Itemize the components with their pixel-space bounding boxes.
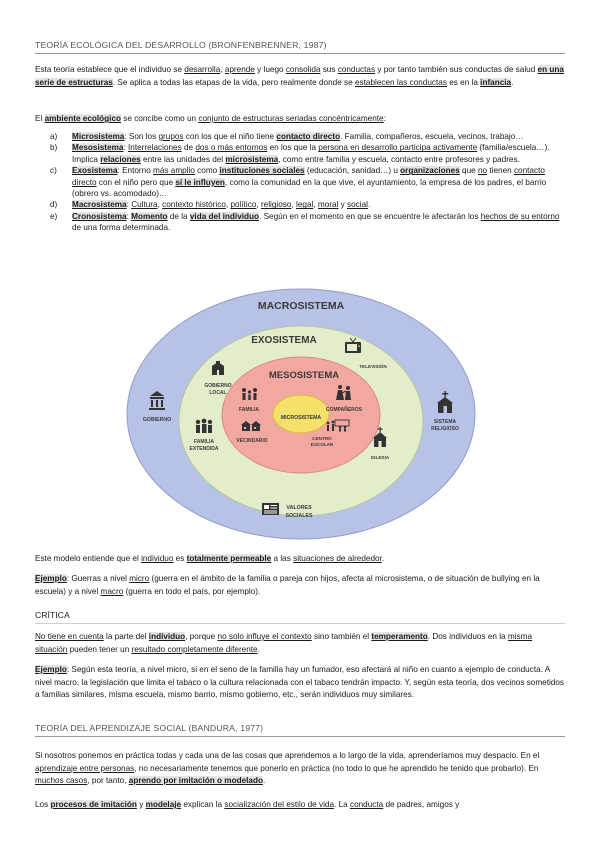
critica-heading: CRÍTICA xyxy=(35,610,565,624)
text-run: y xyxy=(136,800,146,809)
underlined-term: misma situación xyxy=(35,632,532,654)
label-gobierno-local-2: LOCAL xyxy=(209,390,227,396)
underlined-term: no xyxy=(477,166,488,176)
underlined-term: conjunto de estructuras seriadas concéntricamente xyxy=(198,114,384,123)
label-centro-escolar-2: ESCOLAR xyxy=(310,442,334,447)
text-run: , porque xyxy=(185,632,218,641)
highlighted-term: Momento xyxy=(131,211,168,221)
text-run: con el niño pero que xyxy=(96,177,176,187)
text-run: : Guerras a nivel xyxy=(66,574,130,583)
text-run: explican la xyxy=(181,800,225,809)
underlined-term: contacto directo xyxy=(72,166,545,187)
text-run: de una forma determinada. xyxy=(72,223,171,233)
text-run: la parte del xyxy=(103,632,149,641)
text-run: en los que la xyxy=(267,143,319,153)
text-run: , por tanto, xyxy=(87,776,129,786)
label-sistema-religioso-2: RELIGIOSO xyxy=(431,426,459,432)
text-run: , xyxy=(157,200,163,210)
critica-paragraph xyxy=(35,631,565,656)
text-run: Los xyxy=(35,800,51,809)
underlined-term: resultado completamente diferente xyxy=(131,644,258,654)
underlined-term: religioso xyxy=(260,200,292,210)
underlined-term: persona en desarrollo participa activamente xyxy=(318,143,478,153)
systems-list xyxy=(50,131,565,234)
label-centro-escolar-1: CENTRO xyxy=(312,436,332,441)
text-run: pueden tener un xyxy=(67,644,132,654)
text-run: : Entorno xyxy=(117,166,154,176)
underlined-term: dos o más entornos xyxy=(195,143,268,153)
text-run: es en la xyxy=(446,77,481,87)
underlined-term: socialización del estilo de vida xyxy=(224,800,335,809)
intro-paragraph xyxy=(35,64,565,89)
modelo-paragraph xyxy=(35,553,565,566)
highlighted-term: organizaciones xyxy=(400,166,460,176)
text-run: : xyxy=(126,200,132,210)
text-run: Si nosotros ponemos en práctica todas y cada una de las cosas que aprendemos a lo largo de la vida, aprenderíamos muy despacio. En el xyxy=(35,751,540,760)
text-run: . Según en el momento en que se encuentre le afectarán los xyxy=(259,211,481,221)
highlighted-term: temperamento xyxy=(371,632,428,641)
underlined-term: No tiene en cuenta xyxy=(35,632,104,641)
list-item-exosistema: c) Exosistema: Entorno más amplio como instituciones sociales (educación, sanidad…) u organizaciones que no tienen contacto directo con el niño pero que sí le influyen, como la comunidad en la que vive, el ayuntamiento, la empresa de los padres, el barrio (obrero vs. acomodado)… xyxy=(50,166,547,199)
text-run: . Se aplica a todas las etapas de la vida, pero realmente donde se xyxy=(112,77,355,87)
underlined-term: contexto histórico xyxy=(162,200,226,210)
underlined-term: no solo influye el contexto xyxy=(217,632,312,641)
highlighted-term: aprendo por imitación o modelado xyxy=(128,776,263,786)
underlined-term: Interrelaciones xyxy=(128,143,182,153)
text-run: : Según esta teoría, a nivel micro, si en el seno de la familia hay un fumador, eso afectará al niño en cuanto a ejemplo de conducta. A nivel macro, la legislación que limita el tabaco o la cultura relacionada con el tabaco tendrán impacto. Y, según esta teoría, dos vecinos sometidos a familias similares, misma escuela, mismo barrio, mismo gobierno, etc., serán individuos muy similares. xyxy=(35,665,565,700)
underlined-term: micro xyxy=(129,574,150,583)
underlined-term: más amplio xyxy=(153,166,195,176)
label-familia-extendida-1: FAMILIA xyxy=(194,439,214,445)
underlined-term: individuo xyxy=(141,554,174,563)
text-run: : xyxy=(383,114,386,123)
underlined-term: conductas xyxy=(337,65,376,74)
text-run: sino también el xyxy=(311,632,372,641)
highlighted-term: Ejemplo xyxy=(35,574,67,583)
text-run: El xyxy=(35,114,45,123)
text-run: . Familia, compañeros, escuela, vecinos, trabajo… xyxy=(340,132,524,141)
underlined-term: desarrolla xyxy=(184,65,221,74)
text-run: (educación, sanidad…) u xyxy=(304,166,401,176)
label-companeros: COMPAÑEROS xyxy=(325,407,363,413)
underlined-term: legal xyxy=(296,200,314,210)
text-run: , xyxy=(225,200,231,210)
text-run: con los que el niño tiene xyxy=(183,132,277,141)
highlighted-term: infancia xyxy=(480,77,512,87)
text-run: entre las unidades del xyxy=(140,154,226,164)
underlined-term: político xyxy=(230,200,257,210)
people-group-icon xyxy=(196,419,212,433)
text-run: . xyxy=(262,776,266,786)
ejemplo-guerras-paragraph xyxy=(35,573,565,598)
text-run: y xyxy=(338,200,348,210)
text-run: : Son los xyxy=(124,132,159,141)
section-heading-social-learning: TEORÍA DEL APRENDIZAJE SOCIAL (BANDURA, 1977) xyxy=(35,723,565,737)
underlined-term: macro xyxy=(100,586,124,596)
underlined-term: muchos casos xyxy=(35,776,88,786)
text-run: Este modelo entiende que el xyxy=(35,554,142,563)
underlined-term: situaciones de alrededor xyxy=(293,554,382,563)
label-vecindario: VECINDARIO xyxy=(236,438,268,444)
text-run: a las xyxy=(271,554,294,563)
text-run: sus xyxy=(320,65,338,74)
highlighted-term: sí le influyen xyxy=(175,177,225,187)
text-run: (guerra en el ámbito de la familia o pareja con hijos, afecta al microsistema, o de situación de bullying en la escuela) y a nivel xyxy=(35,574,540,596)
underlined-term: consolida xyxy=(285,65,321,74)
text-run: que xyxy=(459,166,478,176)
underlined-term: establecen las conductas xyxy=(354,77,447,87)
text-run: , xyxy=(291,200,297,210)
highlighted-term: ambiente ecológico xyxy=(44,114,121,123)
ambient-paragraph xyxy=(35,113,565,126)
label-television: TELEVISIÓN xyxy=(359,364,387,369)
text-run: . La xyxy=(334,800,350,809)
text-run: de xyxy=(181,143,196,153)
text-run: y por tanto también sus conductas de salud xyxy=(375,65,538,74)
underlined-term: moral xyxy=(317,200,339,210)
text-run: es xyxy=(173,554,187,563)
underlined-term: aprende xyxy=(224,65,255,74)
highlighted-term: instituciones sociales xyxy=(219,166,305,176)
text-run: como xyxy=(194,166,220,176)
text-run: . Dos individuos en la xyxy=(427,632,508,641)
highlighted-term: vida del individuo xyxy=(189,211,260,221)
highlighted-term: Exosistema xyxy=(72,166,118,176)
highlighted-term: Macrosistema xyxy=(72,200,127,210)
label-iglesia: IGLESIA xyxy=(370,455,390,460)
highlighted-term: contacto directo xyxy=(276,132,341,141)
list-item-macrosistema: d) Macrosistema: Cultura, contexto histórico, político, religioso, legal, moral y social. xyxy=(50,200,371,210)
label-familia: FAMILIA xyxy=(239,407,259,413)
underlined-term: aprendizaje entre personas xyxy=(35,763,135,773)
underlined-term: grupos xyxy=(158,132,184,141)
bandura-paragraph xyxy=(35,750,565,788)
highlighted-term: Microsistema xyxy=(72,132,125,141)
text-run: (familia/escuela…). Implica xyxy=(72,143,550,164)
list-item-cronosistema: e) Cronosistema: Momento de la vida del individuo. Según en el momento en que se encuentre le afectarán los hechos de su entorno de una forma determinada. xyxy=(50,211,560,233)
label-sistema-religioso-1: SISTEMA xyxy=(433,419,457,425)
highlighted-term: totalmente permeable xyxy=(186,554,272,563)
text-run: , xyxy=(220,65,225,74)
newspaper-icon xyxy=(262,503,279,515)
text-run: . xyxy=(381,554,385,563)
underlined-term: conducta xyxy=(349,800,384,809)
highlighted-term: en una serie de estructuras xyxy=(35,65,564,87)
text-run: : xyxy=(126,211,132,221)
text-run: , como entre familia y escuela, contacto entre profesores y padres. xyxy=(278,154,520,164)
text-run: . xyxy=(367,200,371,210)
list-item-mesosistema: b) Mesosistema: Interrelaciones de dos o más entornos en los que la persona en desarrollo participa activamente (familia/escuela…). Implica relaciones entre las unidades del microsistema, como entre familia y escuela, contacto entre profesores y padres. xyxy=(50,143,550,164)
text-run: (guerra en todo el país, por ejemplo). xyxy=(123,586,261,596)
label-exosistema: EXOSISTEMA xyxy=(251,335,317,346)
microsistema-core xyxy=(273,395,329,433)
label-gobierno: GOBIERNO xyxy=(142,417,172,423)
text-run: y luego xyxy=(254,65,286,74)
text-run: de la xyxy=(167,211,190,221)
highlighted-term: modelaje xyxy=(145,800,182,809)
label-macrosistema: MACROSISTEMA xyxy=(257,300,345,312)
text-run: . xyxy=(511,77,514,87)
underlined-term: hechos de su entorno xyxy=(480,211,560,221)
text-run: Esta teoría establece que el individuo se xyxy=(35,65,185,74)
highlighted-term: Cronosistema xyxy=(72,211,127,221)
label-mesosistema: MESOSISTEMA xyxy=(268,370,340,381)
text-run: tienen xyxy=(487,166,514,176)
section-heading-ecological: TEORÍA ECOLÓGICA DEL DESARROLLO (BRONFENBRENNER, 1987) xyxy=(35,40,565,54)
highlighted-term: relaciones xyxy=(100,154,141,164)
label-familia-extendida-2: EXTENDIDA xyxy=(189,446,219,452)
bandura-paragraph-2 xyxy=(35,799,565,812)
underlined-term: social xyxy=(347,200,368,210)
underlined-term: Cultura xyxy=(131,200,158,210)
text-run: se concibe como un xyxy=(121,114,199,123)
highlighted-term: Mesosistema xyxy=(72,143,124,153)
text-run: , como la comunidad en la que vive, el ayuntamiento, la empresa de los padres, el barrio (obrero vs. acomodado)… xyxy=(72,177,547,199)
text-run: de padres, amigos y xyxy=(383,800,460,809)
ecological-systems-diagram xyxy=(126,288,476,540)
label-valores-sociales-2: SOCIALES xyxy=(285,513,313,519)
label-microsistema: MICROSISTEMA xyxy=(280,415,322,421)
highlighted-term: microsistema xyxy=(225,154,279,164)
text-run: , xyxy=(256,200,261,210)
list-item-microsistema: a) Microsistema: Son los grupos con los que el niño tiene contacto directo. Familia, compañeros, escuela, vecinos, trabajo… xyxy=(50,132,524,141)
highlighted-term: individuo xyxy=(148,632,186,641)
text-run: , no necesariamente tenemos que ponerlo en práctica (no todo lo que he aprendido he tenido que probarlo). En xyxy=(134,763,539,773)
critica-ejemplo-paragraph xyxy=(35,664,565,702)
highlighted-term: procesos de imitación xyxy=(50,800,137,809)
text-run: : xyxy=(123,143,128,153)
text-run: . xyxy=(257,644,260,654)
label-gobierno-local-1: GOBIERNO xyxy=(204,383,232,389)
highlighted-term: Ejemplo xyxy=(35,665,67,674)
label-valores-sociales-1: VALORES xyxy=(286,505,312,511)
text-run: , xyxy=(313,200,318,210)
